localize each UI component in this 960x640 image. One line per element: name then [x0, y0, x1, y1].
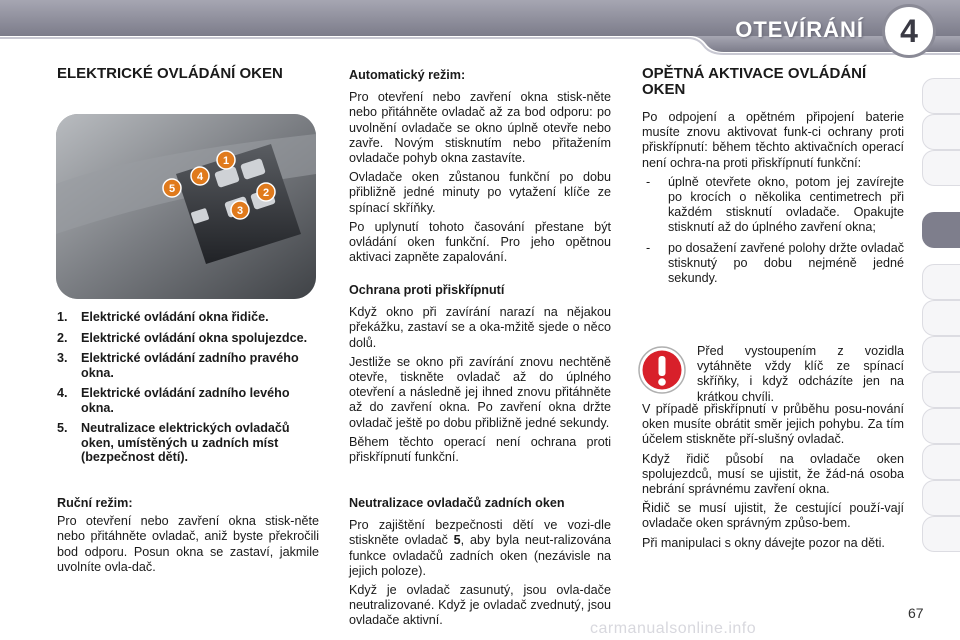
rear-neutralization-paragraph-2: Když je ovladač zasunutý, jsou ovla-dače neutralizované. Když je ovladač zvednutý, jsou ovladače aktivní. [349, 583, 611, 628]
auto-mode-paragraph-2: Ovladače oken zůstanou funkční po dobu přibližně jedné minuty po vytažení klíče ze spínací skříňky. [349, 170, 611, 215]
warning-icon [637, 345, 687, 395]
list-number: 5. [57, 421, 68, 435]
pinch-protection-block [349, 283, 611, 469]
list-text: Elektrické ovládání zadního levého okna. [81, 386, 290, 415]
list-text: Elektrické ovládání zadního pravého okna. [81, 351, 299, 380]
reactivation-steps [642, 175, 904, 286]
callout-1: 1 [222, 155, 230, 167]
chapter-tab[interactable] [922, 300, 960, 336]
auto-mode-title: Automatický režim: [349, 68, 466, 82]
list-item [57, 386, 319, 415]
list-item [57, 331, 319, 346]
chapter-tab[interactable] [922, 444, 960, 480]
list-text: Elektrické ovládání okna řidiče. [81, 310, 269, 324]
chapter-tab[interactable] [922, 408, 960, 444]
chapter-tab[interactable] [922, 516, 960, 552]
pinch-paragraph-2: Jestliže se okno při zavírání znovu nechtěně otevře, tiskněte ovladač až do úplného otevření a následně jej ihned znovu přitáhněte až do zavření okna. Po zavření okna držte ovladač ještě po dobu přibližně jedné sekundy. [349, 354, 611, 430]
warning-paragraph-4: Řidič se musí ujistit, že cestující použí-vají ovladače oken správným způso-bem. [642, 501, 904, 531]
warning-block [697, 344, 904, 409]
auto-mode-paragraph-1: Pro otevření nebo zavření okna stisk-něte nebo přitáhněte ovladač až za bod odporu: po uvolnění ovladače se okno úplně otevře nebo zavře. Novým stisknutím nebo přitažením ovladače pohyb okna zastavíte. [349, 90, 611, 166]
pinch-protection-title: Ochrana proti přiskřípnutí [349, 283, 505, 297]
list-item [57, 310, 319, 325]
manual-mode-title: Ruční režim: [57, 496, 133, 510]
page-number: 67 [908, 605, 924, 621]
left-column [57, 66, 319, 82]
chapter-tab[interactable] [922, 150, 960, 186]
list-number: 1. [57, 310, 68, 324]
chapter-tab[interactable] [922, 480, 960, 516]
left-column-list [57, 310, 319, 471]
window-switch-photo [56, 114, 316, 299]
callout-5: 5 [168, 183, 176, 195]
page-header [0, 0, 960, 58]
section-title-reactivation: OPĚTNÁ AKTIVACE OVLÁDÁNÍ OKEN [642, 65, 867, 98]
section-title-electric-windows: ELEKTRICKÉ OVLÁDÁNÍ OKEN [57, 65, 283, 82]
control-legend-list [57, 310, 319, 465]
warning-block-continued [642, 402, 904, 555]
chapter-tab-active[interactable] [922, 212, 960, 248]
pinch-paragraph-1: Když okno při zavírání narazí na nějakou překážku, zastaví se a oka-mžitě sjede o něco dolů. [349, 305, 611, 350]
warning-paragraph-1: Před vystoupením z vozidla vytáhněte vždy klíč ze spínací skříňky, i když odcházíte jen na krátkou chvíli. [697, 344, 904, 404]
reactivation-paragraph: Po odpojení a opětném připojení baterie musíte znovu aktivovat funk-ci ochrany proti přiskřípnutí: během těchto aktivačních operací není ochra-na proti přiskřípnutí funkční: [642, 110, 904, 170]
chapter-tab[interactable] [922, 336, 960, 372]
chapter-tabs [922, 78, 960, 598]
list-number: 2. [57, 330, 68, 345]
callout-2: 2 [262, 187, 270, 199]
list-number: 3. [57, 351, 68, 365]
chapter-tab[interactable] [922, 264, 960, 300]
chapter-tab[interactable] [922, 372, 960, 408]
list-item [57, 351, 319, 380]
chapter-number-badge: 4 [882, 4, 936, 58]
manual-mode-block [57, 496, 319, 579]
warning-paragraph-3: Když řidič působí na ovladače oken spolujezdců, musí se ujistit, že žád-ná osoba nebrání správnému zavření okna. [642, 451, 904, 497]
door-panel-illustration [56, 114, 316, 299]
chapter-tab[interactable] [922, 114, 960, 150]
reactivation-block [642, 66, 904, 291]
auto-mode-block [349, 68, 611, 269]
chapter-tab[interactable] [922, 78, 960, 114]
watermark: carmanualsonline.info [590, 620, 757, 637]
list-item [57, 421, 319, 465]
list-text: Elektrické ovládání okna spolujezdce. [81, 330, 308, 345]
list-number: 4. [57, 386, 68, 400]
list-item: - po dosažení zavřené polohy držte ovladač stisknutý po dobu nejméně jedné sekundy. [646, 240, 904, 286]
manual-mode-text: Pro otevření nebo zavření okna stisk-něte nebo přitáhněte ovladač, aniž byste překročili bod odporu. Posun okna se zastaví, jakmile uvolníte ovla-dač. [57, 514, 319, 574]
rear-neutralization-block [349, 496, 611, 633]
auto-mode-paragraph-3: Po uplynutí tohoto časování přestane být ovládání oken funkční. Pro jeho opětnou aktivaci zapněte zapalování. [349, 219, 611, 265]
rear-neutralization-title: Neutralizace ovladačů zadních oken [349, 496, 565, 510]
list-text: Neutralizace elektrických ovladačů oken, umístěných u zadních míst (bezpečnost dětí). [81, 421, 290, 464]
rear-neutralization-paragraph-1: Pro zajištění bezpečnosti dětí ve vozi-dle stiskněte ovladač 5, aby byla neut-ralizována funkce ovladačů zadních oken (nezávisle na jejich poloze). [349, 518, 611, 578]
callout-3: 3 [236, 205, 244, 217]
pinch-paragraph-3: Během těchto operací není ochrana proti přiskřípnutí funkční. [349, 434, 611, 465]
callout-4: 4 [196, 171, 204, 183]
warning-paragraph-2: V případě přiskřípnutí v průběhu posu-nování oken musíte obrátit směr jejich pohybu. Za tím účelem stiskněte pří-slušný ovladač. [642, 402, 904, 447]
chapter-title: OTEVÍRÁNÍ [735, 17, 864, 42]
list-item: - úplně otevřete okno, potom jej zavírejte po krocích o několika centimetrech při každém stisknutí ovladače. Opakujte stisknutí až do úplného zavření okna; [646, 174, 904, 235]
warning-paragraph-5: Při manipulaci s okny dávejte pozor na děti. [642, 535, 885, 550]
